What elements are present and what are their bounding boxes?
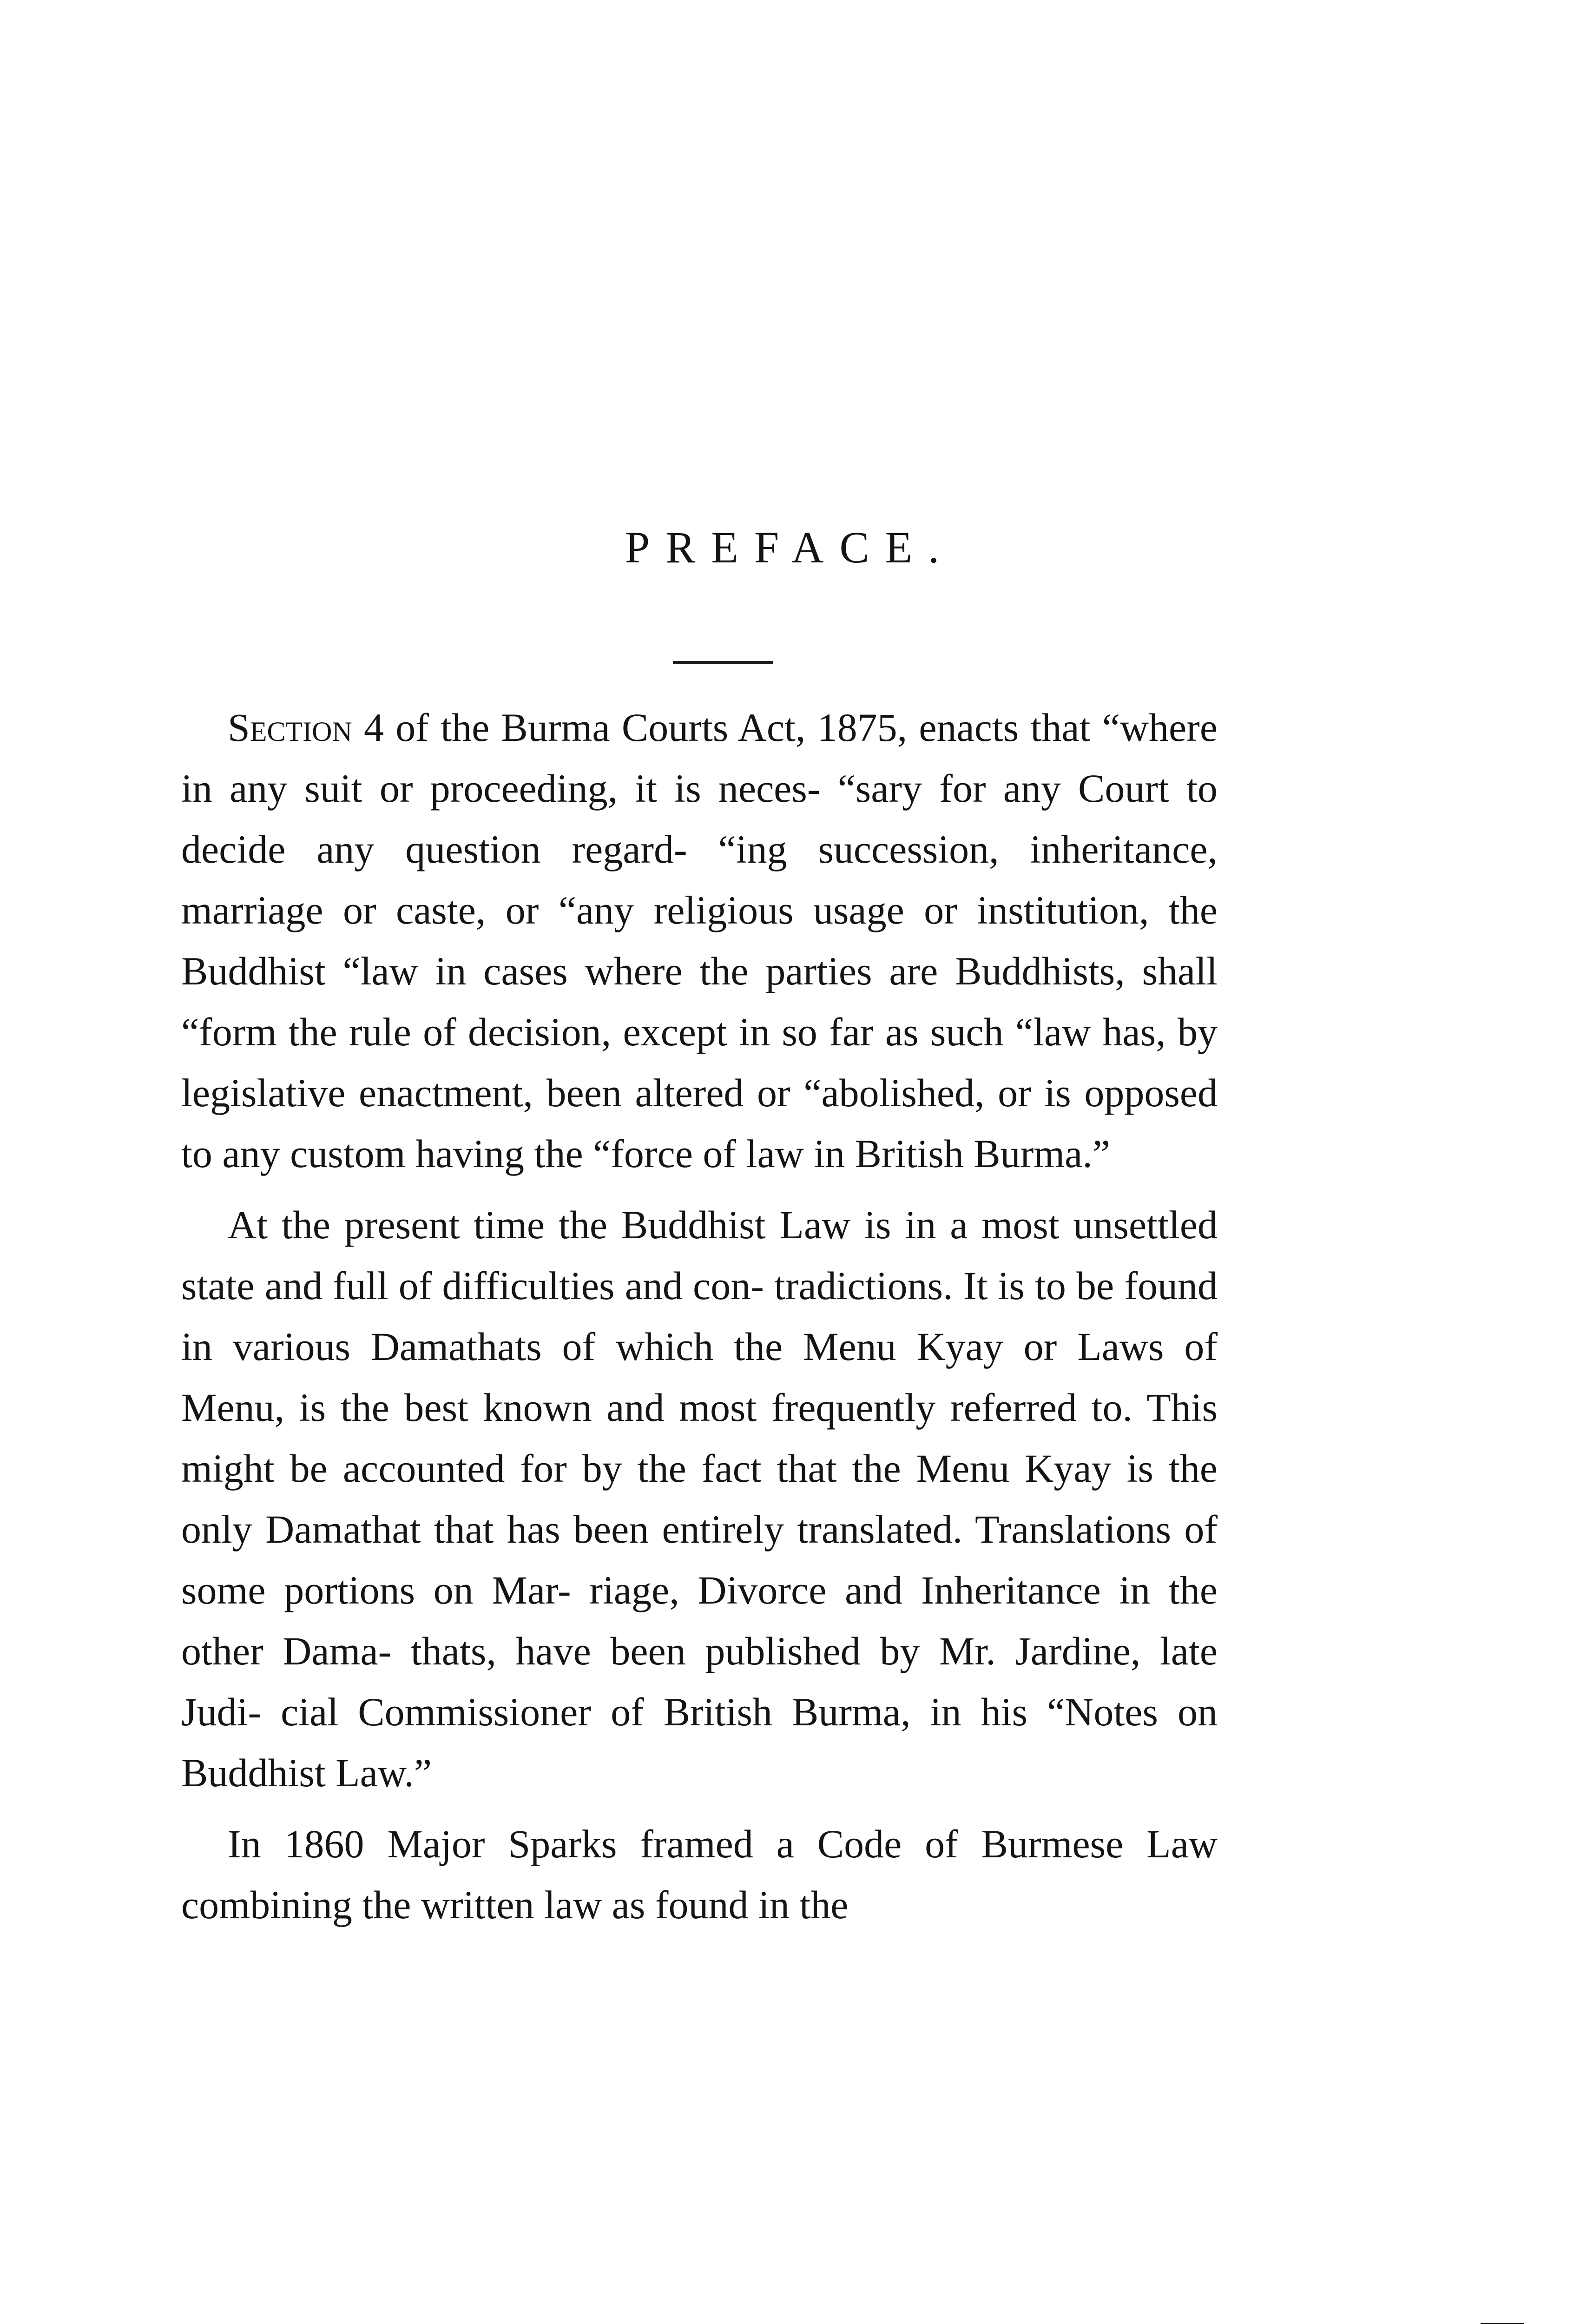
- paragraph-2: [181, 1195, 1218, 1803]
- paragraph-3: [181, 1814, 1218, 1935]
- preface-body: [181, 697, 1218, 1935]
- page-title: PREFACE.: [625, 522, 955, 572]
- paragraph-1: [181, 697, 1218, 1184]
- paragraph-2-text: At the present time the Buddhist Law is in a most unsettled state and full of difficulties and con- tradictions. It is to be found in various Damathats of which the Menu Kyay or Laws of Menu, is the best known and most frequently referred to. This might be accounted for by the fact that the Menu Kyay is the only Damathat that has been entirely translated. Translations of some portions on Mar- riage, Divorce and Inheritance in the other Dama- thats, have been published by Mr. Jardine, late Judi- cial Commissioner of British Burma, in his “Notes on Buddhist Law.”: [181, 1202, 1218, 1795]
- paragraph-3-text: In 1860 Major Sparks framed a Code of Burmese Law combining the written law as found in the: [181, 1822, 1218, 1927]
- paragraph-1-lead: Section: [228, 705, 352, 750]
- title-rule: [673, 661, 773, 664]
- paragraph-1-text: 4 of the Burma Courts Act, 1875, enacts that “where in any suit or proceeding, it is neces- “sary for any Court to decide any question regard- “ing succession, inheritance, marriage or caste, or “any religious usage or institution, the Buddhist “law in cases where the parties are Buddhists, shall “form the rule of decision, except in so far as such “law has, by legislative enactment, been altered or “abolished, or is opposed to any custom having the “force of law in British Burma.”: [181, 705, 1218, 1176]
